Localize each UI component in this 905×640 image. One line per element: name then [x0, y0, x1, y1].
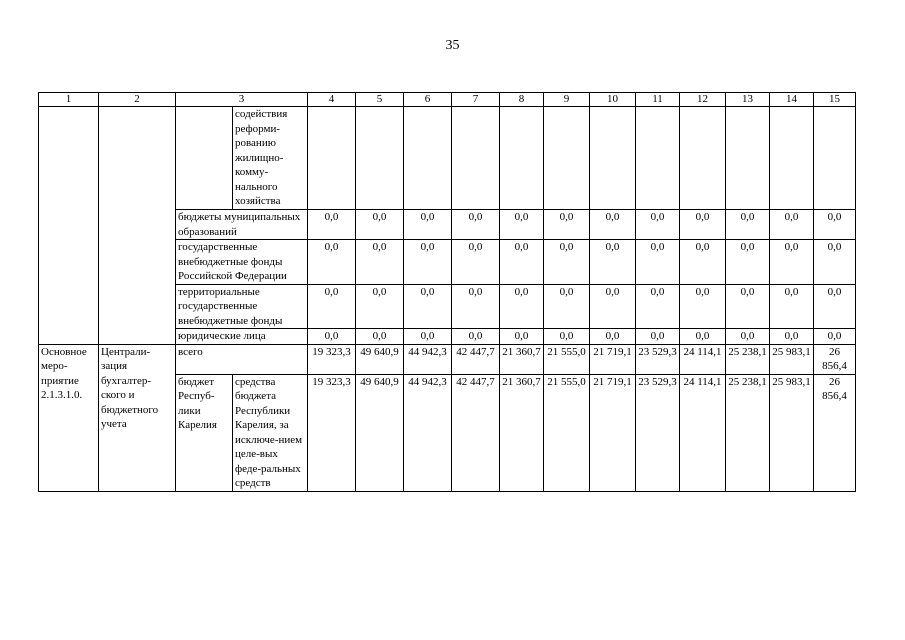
col3a-continued-cell — [176, 107, 233, 210]
table-cell — [726, 107, 770, 210]
table-cell — [308, 107, 356, 210]
budget-sub-label: средства бюджета Республики Карелия, за исключе-нием целе-вых феде-ральных средств — [233, 374, 308, 491]
value-cell: 0,0 — [814, 240, 856, 285]
value-cell: 24 114,1 — [680, 344, 726, 374]
value-cell: 0,0 — [726, 210, 770, 240]
value-cell: 0,0 — [814, 329, 856, 345]
value-cell: 0,0 — [544, 284, 590, 329]
value-cell: 24 114,1 — [680, 374, 726, 491]
value-cell: 25 983,1 — [770, 344, 814, 374]
page-number: 35 — [445, 38, 460, 53]
value-cell: 0,0 — [500, 240, 544, 285]
value-cell: 23 529,3 — [636, 344, 680, 374]
value-cell: 0,0 — [636, 240, 680, 285]
header-cell: 5 — [356, 93, 404, 107]
table-cell — [544, 107, 590, 210]
value-cell: 19 323,3 — [308, 374, 356, 491]
value-cell: 21 360,7 — [500, 374, 544, 491]
header-cell: 3 — [176, 93, 308, 107]
territorial-funds-label: территориальные государственные внебюджетные фонды — [176, 284, 308, 329]
value-cell: 0,0 — [544, 240, 590, 285]
value-cell: 0,0 — [770, 329, 814, 345]
table-cell — [404, 107, 452, 210]
value-cell: 0,0 — [770, 210, 814, 240]
value-cell: 0,0 — [726, 329, 770, 345]
value-cell: 0,0 — [814, 284, 856, 329]
value-cell: 0,0 — [500, 329, 544, 345]
value-cell: 0,0 — [404, 210, 452, 240]
col2-continued-cell — [99, 107, 176, 345]
value-cell: 0,0 — [500, 210, 544, 240]
value-cell: 0,0 — [770, 284, 814, 329]
value-cell: 42 447,7 — [452, 374, 500, 491]
value-cell: 0,0 — [356, 329, 404, 345]
total-label: всего — [176, 344, 308, 374]
header-cell: 1 — [39, 93, 99, 107]
activity-code-cell: Основное меро-приятие 2.1.3.1.0. — [39, 344, 99, 491]
value-cell: 21 360,7 — [500, 344, 544, 374]
header-cell: 8 — [500, 93, 544, 107]
header-cell: 12 — [680, 93, 726, 107]
value-cell: 49 640,9 — [356, 374, 404, 491]
table-row-activity-total — [39, 344, 856, 374]
header-cell: 2 — [99, 93, 176, 107]
value-cell: 0,0 — [590, 329, 636, 345]
header-cell: 6 — [404, 93, 452, 107]
value-cell: 42 447,7 — [452, 344, 500, 374]
value-cell: 0,0 — [452, 329, 500, 345]
value-cell: 0,0 — [726, 240, 770, 285]
value-cell: 0,0 — [308, 329, 356, 345]
table-cell — [636, 107, 680, 210]
value-cell: 0,0 — [680, 284, 726, 329]
value-cell: 0,0 — [308, 210, 356, 240]
municipal-label: бюджеты муниципальных образований — [176, 210, 308, 240]
table-cell — [452, 107, 500, 210]
value-cell: 0,0 — [726, 284, 770, 329]
table-row-reform — [39, 107, 856, 210]
value-cell: 0,0 — [636, 284, 680, 329]
value-cell: 0,0 — [544, 329, 590, 345]
value-cell: 0,0 — [636, 329, 680, 345]
value-cell: 0,0 — [590, 210, 636, 240]
header-cell: 14 — [770, 93, 814, 107]
table-cell — [590, 107, 636, 210]
value-cell: 26 856,4 — [814, 374, 856, 491]
value-cell: 26 856,4 — [814, 344, 856, 374]
value-cell: 0,0 — [452, 240, 500, 285]
value-cell: 25 238,1 — [726, 374, 770, 491]
budget-table — [38, 92, 856, 492]
col1-continued-cell — [39, 107, 99, 345]
value-cell: 25 238,1 — [726, 344, 770, 374]
activity-name-cell: Централи-зация бухгалтер-ского и бюджетного учета — [99, 344, 176, 491]
value-cell: 0,0 — [356, 240, 404, 285]
value-cell: 0,0 — [500, 284, 544, 329]
value-cell: 0,0 — [404, 329, 452, 345]
value-cell: 44 942,3 — [404, 344, 452, 374]
value-cell: 0,0 — [590, 240, 636, 285]
value-cell: 21 555,0 — [544, 374, 590, 491]
table-cell — [500, 107, 544, 210]
value-cell: 0,0 — [770, 240, 814, 285]
value-cell: 19 323,3 — [308, 344, 356, 374]
header-cell: 15 — [814, 93, 856, 107]
value-cell: 0,0 — [680, 210, 726, 240]
value-cell: 0,0 — [680, 329, 726, 345]
value-cell: 49 640,9 — [356, 344, 404, 374]
budget-label: бюджет Респуб-лики Карелия — [176, 374, 233, 491]
reform-label: содействия реформи-рованию жилищно-комму-нального хозяйства — [233, 107, 308, 210]
header-cell: 10 — [590, 93, 636, 107]
header-cell: 13 — [726, 93, 770, 107]
value-cell: 0,0 — [636, 210, 680, 240]
value-cell: 0,0 — [680, 240, 726, 285]
header-cell: 11 — [636, 93, 680, 107]
header-cell: 4 — [308, 93, 356, 107]
header-cell: 9 — [544, 93, 590, 107]
table-cell — [356, 107, 404, 210]
value-cell: 44 942,3 — [404, 374, 452, 491]
value-cell: 0,0 — [308, 240, 356, 285]
header-row — [39, 93, 856, 107]
state-funds-label: государственные внебюджетные фонды Российской Федерации — [176, 240, 308, 285]
header-cell: 7 — [452, 93, 500, 107]
value-cell: 0,0 — [356, 284, 404, 329]
value-cell: 0,0 — [308, 284, 356, 329]
table-cell — [680, 107, 726, 210]
value-cell: 23 529,3 — [636, 374, 680, 491]
table-cell — [814, 107, 856, 210]
legal-entities-label: юридические лица — [176, 329, 308, 345]
value-cell: 0,0 — [544, 210, 590, 240]
value-cell: 0,0 — [404, 284, 452, 329]
value-cell: 0,0 — [452, 210, 500, 240]
value-cell: 21 555,0 — [544, 344, 590, 374]
value-cell: 25 983,1 — [770, 374, 814, 491]
value-cell: 0,0 — [814, 210, 856, 240]
table-cell — [770, 107, 814, 210]
value-cell: 21 719,1 — [590, 374, 636, 491]
value-cell: 0,0 — [590, 284, 636, 329]
value-cell: 21 719,1 — [590, 344, 636, 374]
value-cell: 0,0 — [404, 240, 452, 285]
value-cell: 0,0 — [452, 284, 500, 329]
value-cell: 0,0 — [356, 210, 404, 240]
